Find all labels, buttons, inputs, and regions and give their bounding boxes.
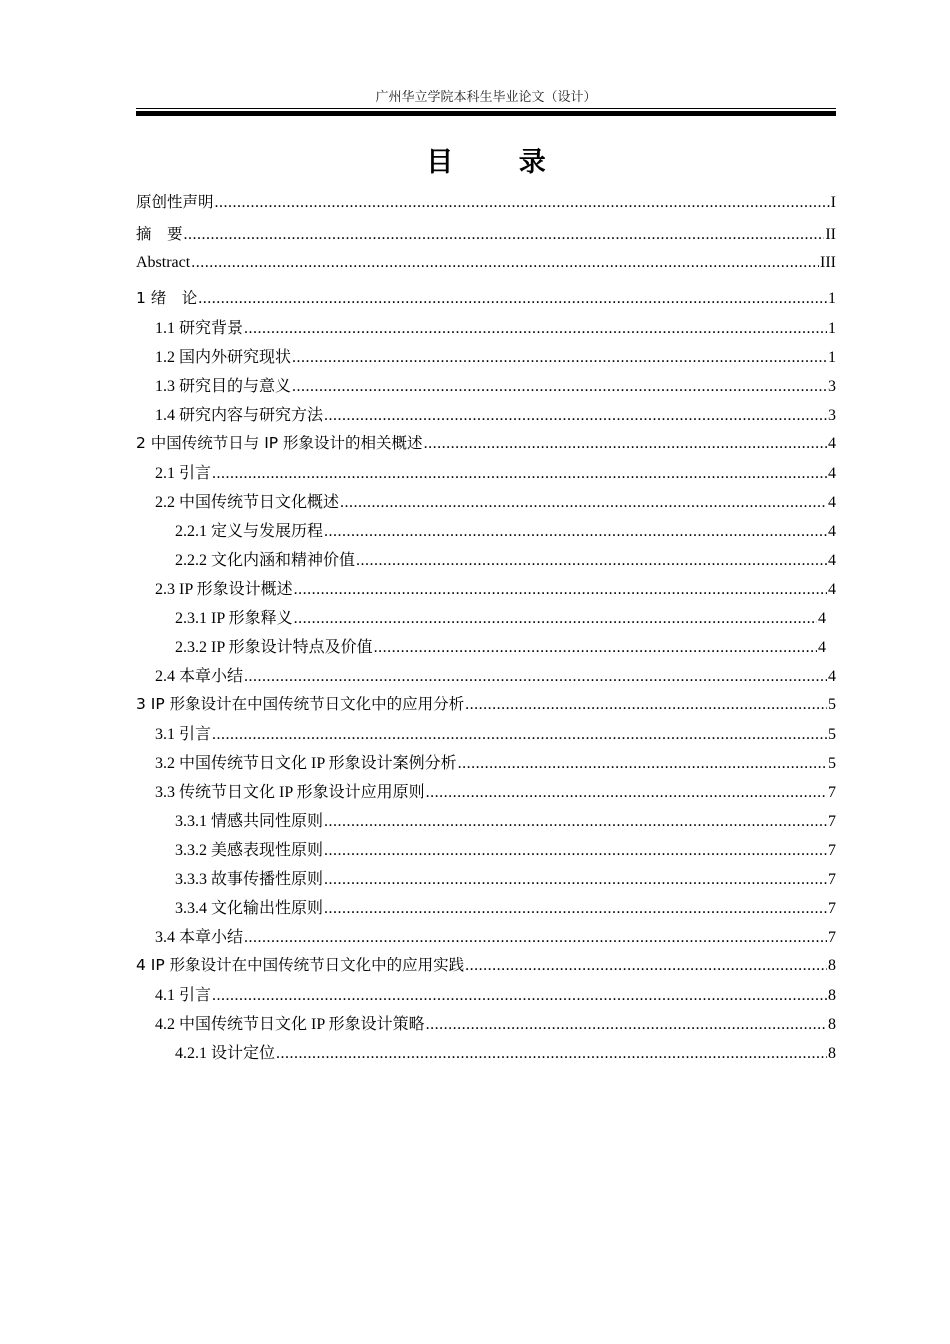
- toc-entry-label: 1.1 研究背景: [155, 320, 244, 337]
- toc-entry[interactable]: [136, 1040, 836, 1069]
- dot-leader: [426, 784, 827, 802]
- toc-entry[interactable]: [136, 518, 836, 547]
- header-rule-thin: [136, 108, 836, 109]
- table-of-contents: [136, 190, 836, 1069]
- toc-entry-page: 1: [828, 290, 836, 307]
- toc-entry-page: 7: [828, 784, 836, 801]
- toc-entry-label: 2.3.2 IP 形象设计特点及价值: [175, 639, 373, 656]
- toc-entry-label: 1.2 国内外研究现状: [155, 349, 292, 366]
- dot-leader: [292, 378, 827, 396]
- dot-leader: [458, 755, 827, 773]
- dot-leader: [424, 435, 827, 453]
- toc-entry-label: 4 IP 形象设计在中国传统节日文化中的应用实践: [136, 956, 465, 974]
- toc-entry[interactable]: [136, 402, 836, 431]
- toc-entry[interactable]: [136, 924, 836, 953]
- toc-entry[interactable]: [136, 315, 836, 344]
- toc-entry[interactable]: [136, 460, 836, 489]
- toc-entry-label: 3.3 传统节日文化 IP 形象设计应用原则: [155, 784, 425, 801]
- toc-entry[interactable]: [136, 692, 836, 721]
- toc-entry[interactable]: [136, 721, 836, 750]
- toc-entry[interactable]: [136, 190, 836, 222]
- toc-entry-page: 7: [828, 871, 836, 888]
- toc-entry[interactable]: [136, 489, 836, 518]
- toc-entry-label: Abstract: [136, 254, 191, 271]
- dot-leader: [244, 929, 827, 947]
- toc-entry-label: 4.2 中国传统节日文化 IP 形象设计策略: [155, 1016, 425, 1033]
- toc-entry-label: 3 IP 形象设计在中国传统节日文化中的应用分析: [136, 695, 465, 713]
- toc-entry-page: 4: [828, 581, 836, 598]
- header-rule-thick: [136, 111, 836, 116]
- dot-leader: [356, 552, 827, 570]
- toc-entry-label: 摘 要: [136, 225, 183, 243]
- toc-entry[interactable]: [136, 634, 836, 663]
- dot-leader: [294, 610, 817, 628]
- toc-entry-page: 5: [828, 755, 836, 772]
- toc-entry-page: 8: [828, 957, 836, 974]
- toc-entry-page: I: [830, 194, 836, 211]
- toc-entry[interactable]: [136, 953, 836, 982]
- toc-entry-label: 2.2.2 文化内涵和精神价值: [175, 552, 356, 569]
- toc-entry[interactable]: [136, 373, 836, 402]
- toc-entry-label: 3.2 中国传统节日文化 IP 形象设计案例分析: [155, 755, 457, 772]
- toc-entry-page: 5: [828, 726, 836, 743]
- toc-entry-page: 7: [828, 929, 836, 946]
- dot-leader: [426, 1016, 827, 1034]
- dot-leader: [324, 842, 827, 860]
- dot-leader: [374, 639, 817, 657]
- toc-entry-page: 4: [818, 639, 826, 656]
- toc-entry-label: 2.1 引言: [155, 465, 212, 482]
- dot-leader: [215, 194, 830, 212]
- toc-entry-label: 3.4 本章小结: [155, 929, 244, 946]
- dot-leader: [244, 668, 827, 686]
- toc-entry-page: II: [825, 226, 836, 243]
- toc-entry-label: 原创性声明: [136, 193, 214, 211]
- toc-entry-page: 1: [828, 349, 836, 366]
- toc-entry-label: 3.1 引言: [155, 726, 212, 743]
- toc-entry-page: 3: [828, 407, 836, 424]
- toc-entry-page: 4: [828, 435, 836, 452]
- toc-entry-label: 4.1 引言: [155, 987, 212, 1004]
- toc-entry[interactable]: [136, 576, 836, 605]
- toc-entry[interactable]: [136, 837, 836, 866]
- running-header: 广州华立学院本科生毕业论文（设计）: [375, 89, 597, 104]
- dot-leader: [292, 349, 827, 367]
- dot-leader: [324, 900, 827, 918]
- toc-entry-page: 5: [828, 696, 836, 713]
- toc-entry[interactable]: [136, 286, 836, 315]
- toc-entry-label: 4.2.1 设计定位: [175, 1045, 276, 1062]
- toc-entry-page: 4: [828, 523, 836, 540]
- toc-entry-page: 4: [828, 552, 836, 569]
- toc-entry[interactable]: [136, 808, 836, 837]
- toc-entry-label: 2.2.1 定义与发展历程: [175, 523, 324, 540]
- dot-leader: [340, 494, 827, 512]
- toc-entry[interactable]: [136, 254, 836, 286]
- toc-entry-label: 1.3 研究目的与意义: [155, 378, 292, 395]
- toc-entry-page: 8: [828, 1016, 836, 1033]
- dot-leader: [324, 407, 827, 425]
- dot-leader: [198, 290, 827, 308]
- toc-entry[interactable]: [136, 663, 836, 692]
- dot-leader: [276, 1045, 827, 1063]
- dot-leader: [324, 813, 827, 831]
- toc-entry[interactable]: [136, 895, 836, 924]
- toc-entry[interactable]: [136, 750, 836, 779]
- toc-entry[interactable]: [136, 605, 836, 634]
- dot-leader: [324, 871, 827, 889]
- dot-leader: [212, 465, 827, 483]
- toc-entry[interactable]: [136, 222, 836, 254]
- toc-entry-page: 1: [828, 320, 836, 337]
- toc-entry-page: 8: [828, 1045, 836, 1062]
- toc-entry-label: 2.2 中国传统节日文化概述: [155, 494, 340, 511]
- toc-entry-label: 1.4 研究内容与研究方法: [155, 407, 324, 424]
- toc-entry-label: 2.3 IP 形象设计概述: [155, 581, 293, 598]
- dot-leader: [212, 726, 827, 744]
- toc-entry-page: III: [820, 254, 836, 271]
- toc-entry-page: 4: [828, 668, 836, 685]
- toc-entry-page: 4: [828, 494, 836, 511]
- dot-leader: [465, 957, 827, 975]
- dot-leader: [465, 696, 827, 714]
- toc-entry-page: 7: [828, 813, 836, 830]
- dot-leader: [191, 254, 819, 272]
- toc-entry-label: 3.3.1 情感共同性原则: [175, 813, 324, 830]
- toc-entry-page: 8: [828, 987, 836, 1004]
- page-title: 目 录: [426, 147, 574, 178]
- toc-entry[interactable]: [136, 1011, 836, 1040]
- toc-entry[interactable]: [136, 982, 836, 1011]
- toc-entry-label: 2.3.1 IP 形象释义: [175, 610, 293, 627]
- dot-leader: [324, 523, 827, 541]
- toc-entry-page: 7: [828, 842, 836, 859]
- toc-entry-label: 3.3.3 故事传播性原则: [175, 871, 324, 888]
- toc-entry-label: 2 中国传统节日与 IP 形象设计的相关概述: [136, 434, 423, 452]
- dot-leader: [244, 320, 827, 338]
- toc-entry-page: 4: [818, 610, 826, 627]
- toc-entry-page: 4: [828, 465, 836, 482]
- toc-entry-label: 2.4 本章小结: [155, 668, 244, 685]
- toc-entry[interactable]: [136, 866, 836, 895]
- toc-entry[interactable]: [136, 779, 836, 808]
- dot-leader: [294, 581, 827, 599]
- toc-entry-page: 3: [828, 378, 836, 395]
- toc-entry-label: 3.3.2 美感表现性原则: [175, 842, 324, 859]
- toc-entry-label: 1 绪 论: [136, 289, 198, 307]
- dot-leader: [184, 226, 825, 244]
- toc-entry[interactable]: [136, 547, 836, 576]
- toc-entry[interactable]: [136, 431, 836, 460]
- toc-entry-page: 7: [828, 900, 836, 917]
- dot-leader: [212, 987, 827, 1005]
- toc-entry-label: 3.3.4 文化输出性原则: [175, 900, 324, 917]
- toc-entry[interactable]: [136, 344, 836, 373]
